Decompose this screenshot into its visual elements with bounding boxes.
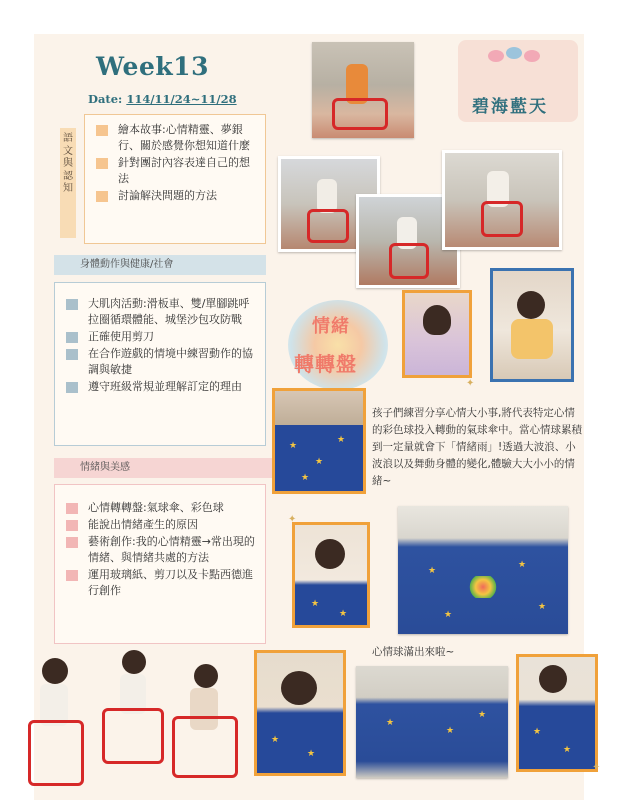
flower-icon bbox=[506, 47, 522, 59]
list-item: 在合作遊戲的情境中練習動作的協調與敏捷 bbox=[66, 346, 256, 378]
bullet-icon bbox=[66, 299, 78, 310]
list-item: 大肌肉活動:滑板車、雙/單腳跳呼拉圈循環體能、城堡沙包攻防戰 bbox=[66, 296, 256, 328]
photo-parachute-4: ★ ★ ★ bbox=[356, 666, 508, 778]
list-item: 能說出情緒產生的原因 bbox=[66, 517, 262, 533]
page-title: Week13 bbox=[96, 52, 209, 81]
list-item: 針對團討內容表達自己的想法 bbox=[96, 155, 260, 187]
photo-scooter-4 bbox=[442, 150, 562, 250]
photo-parachute-1: ★ ★ ★ ★ bbox=[272, 388, 366, 494]
flower-icon bbox=[488, 50, 504, 62]
emotion-list bbox=[66, 500, 262, 600]
photo-parachute-balls: ★ ★ ★ ★ bbox=[398, 506, 568, 634]
emblem-line-1: 情緒 bbox=[312, 316, 350, 337]
activity-emblem bbox=[280, 300, 394, 390]
language-list bbox=[96, 122, 260, 205]
emotion-heading: 情緒與美感 bbox=[54, 458, 290, 478]
bullet-icon bbox=[96, 125, 108, 136]
list-item: 正確使用剪刀 bbox=[66, 329, 256, 345]
photo-caption: 心情球滿出來啦~ bbox=[372, 646, 455, 658]
list-item: 繪本故事:心情精靈、夢銀行、關於感覺你想知道什麼 bbox=[96, 122, 260, 154]
physical-list bbox=[66, 296, 256, 396]
bullet-icon bbox=[66, 537, 78, 548]
physical-heading: 身體動作與健康/社會 bbox=[54, 255, 266, 275]
bullet-icon bbox=[66, 520, 78, 531]
photo-scooter-1 bbox=[312, 42, 414, 138]
photo-child-1 bbox=[402, 290, 472, 378]
list-item: 心情轉轉盤:氣球傘、彩色球 bbox=[66, 500, 262, 516]
photo-parachute-3: ★ ★ bbox=[254, 650, 346, 776]
flower-icon bbox=[524, 50, 540, 62]
bullet-icon bbox=[96, 191, 108, 202]
sparkle-icon: ✦ bbox=[288, 514, 297, 525]
activity-description: 孩子們練習分享心情大小事,將代表特定心情的彩色球投入轉動的氣球傘中。當心情球累積到一定量就會下「情緒雨」!透過大波浪、小波浪以及舞動身體的變化,體驗大大小小的情緒~ bbox=[372, 407, 582, 487]
cutout-scooter-kids bbox=[22, 650, 244, 800]
language-label: 語文與認知 bbox=[60, 128, 76, 238]
bullet-icon bbox=[66, 349, 78, 360]
list-item: 運用玻璃紙、剪刀以及卡點西德進行創作 bbox=[66, 567, 262, 599]
list-item: 藝術創作:我的心情精靈→常出現的情緒、與情緒共處的方法 bbox=[66, 534, 262, 566]
bullet-icon bbox=[66, 570, 78, 581]
bullet-icon bbox=[96, 158, 108, 169]
emblem-line-2: 轉轉盤 bbox=[294, 352, 357, 376]
photo-parachute-2: ★ ★ bbox=[292, 522, 370, 628]
class-name: 碧海藍天 bbox=[472, 97, 548, 117]
sparkle-icon: ✦ bbox=[592, 762, 601, 773]
bullet-icon bbox=[66, 332, 78, 343]
list-item: 遵守班級常規並理解訂定的理由 bbox=[66, 379, 256, 395]
photo-parachute-5: ★ ★ bbox=[516, 654, 598, 772]
bullet-icon bbox=[66, 382, 78, 393]
date-value: 114/11/24~11/28 bbox=[126, 92, 237, 106]
bullet-icon bbox=[66, 503, 78, 514]
date-label: Date: bbox=[88, 92, 123, 106]
sparkle-icon: ✦ bbox=[466, 378, 475, 389]
list-item: 討論解決問題的方法 bbox=[96, 188, 260, 204]
photo-children-2 bbox=[490, 268, 574, 382]
date-line bbox=[88, 92, 237, 106]
